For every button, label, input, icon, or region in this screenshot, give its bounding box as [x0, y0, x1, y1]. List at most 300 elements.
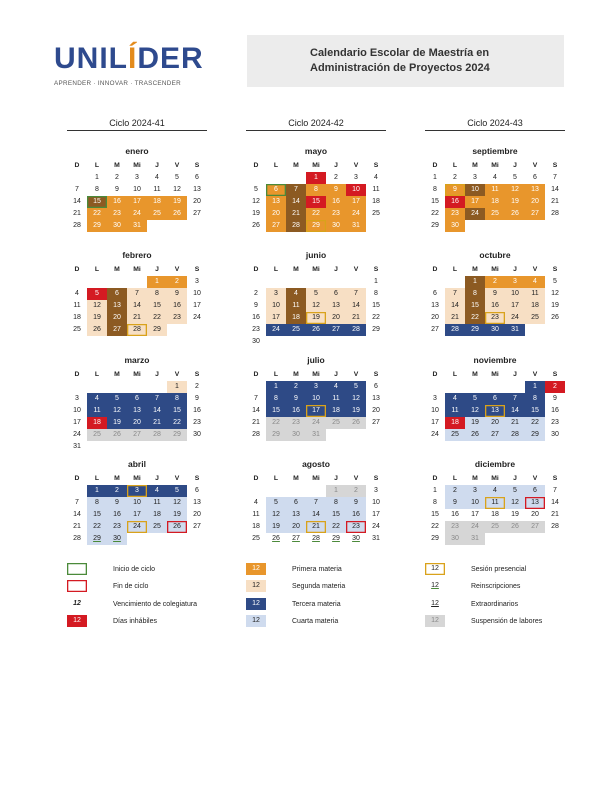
day-cell: 5: [553, 278, 557, 285]
day-cell: 20: [525, 196, 545, 208]
legend-label: Cuarta materia: [292, 617, 339, 625]
weekday-header: D: [432, 162, 438, 169]
month-enero: [67, 146, 207, 232]
empty-cell: [246, 172, 266, 184]
month-name: abril: [128, 459, 146, 469]
month-diciembre: [425, 459, 565, 545]
cycle-header-3: Ciclo 2024-43: [425, 118, 565, 131]
month-days-grid: [246, 264, 386, 348]
day-cell: 8: [326, 497, 346, 509]
day-cell: 24: [465, 208, 485, 220]
empty-cell: [425, 276, 445, 288]
day-cell: 14: [306, 509, 326, 521]
legend-swatch: 12: [431, 582, 439, 589]
empty-cell: [346, 276, 366, 288]
day-cell: 11: [153, 186, 161, 193]
day-cell: 25: [372, 210, 380, 217]
day-cell: 28: [551, 523, 559, 530]
weekday-header: L: [273, 162, 279, 169]
day-cell: 20: [107, 312, 127, 324]
day-cell: 4: [75, 290, 79, 297]
day-cell: 26: [167, 208, 187, 220]
legend-label: Fin de ciclo: [113, 582, 149, 590]
day-cell: 23: [551, 419, 559, 426]
empty-cell: [266, 485, 286, 497]
day-cell: 20: [286, 521, 306, 533]
day-cell: 8: [306, 184, 326, 196]
page-title-line1: Calendario Escolar de Maestría en: [310, 47, 490, 59]
day-cell: 5: [175, 174, 179, 181]
day-cell: 18: [147, 509, 167, 521]
day-cell: 24: [266, 324, 286, 336]
day-cell: 1: [465, 276, 485, 288]
day-cell: 30: [286, 429, 306, 441]
legend-item: [246, 580, 345, 592]
month-octubre: [425, 250, 565, 336]
day-cell: 30: [107, 220, 127, 232]
day-cell: 10: [127, 497, 147, 509]
empty-cell: [246, 276, 266, 288]
day-cell: 7: [147, 393, 167, 405]
day-cell: 3: [505, 276, 525, 288]
day-cell: 11: [525, 288, 545, 300]
day-cell: 17: [127, 196, 147, 208]
day-cell: 10: [193, 290, 201, 297]
weekday-header: V: [532, 266, 538, 273]
weekday-header: M: [114, 162, 120, 169]
day-cell: 20: [127, 417, 147, 429]
empty-cell: [266, 276, 286, 288]
day-cell: 3: [135, 174, 139, 181]
day-cell: 1: [87, 485, 107, 497]
weekday-header: S: [552, 371, 558, 378]
day-cell: 13: [525, 184, 545, 196]
day-cell: 30: [193, 431, 201, 438]
empty-cell: [286, 276, 306, 288]
month-julio: [246, 355, 386, 441]
empty-cell: [465, 381, 485, 393]
legend-item: [425, 598, 518, 610]
weekday-header: L: [273, 475, 279, 482]
day-cell: 28: [73, 222, 81, 229]
empty-cell: [485, 381, 505, 393]
day-cell: 26: [272, 535, 280, 542]
day-cell: 28: [286, 220, 306, 232]
day-cell: 20: [266, 208, 286, 220]
day-cell: 18: [147, 196, 167, 208]
day-cell: 17: [193, 302, 201, 309]
day-cell: 21: [147, 417, 167, 429]
day-cell: 6: [525, 485, 545, 497]
day-cell: 12: [465, 405, 485, 417]
month-name: marzo: [124, 355, 150, 365]
weekday-header: D: [74, 371, 80, 378]
day-cell: 28: [346, 324, 366, 336]
weekday-header: L: [94, 371, 100, 378]
day-cell: 8: [167, 393, 187, 405]
month-days-grid: [425, 473, 565, 545]
day-cell: 1: [433, 487, 437, 494]
month-days-grid: [246, 369, 386, 441]
weekday-header: L: [94, 162, 100, 169]
day-cell: 17: [465, 196, 485, 208]
day-cell: 4: [155, 174, 159, 181]
day-cell: 21: [551, 198, 559, 205]
day-cell: 12: [266, 509, 286, 521]
day-cell: 15: [372, 302, 380, 309]
month-marzo: [67, 355, 207, 453]
day-cell: 6: [195, 174, 199, 181]
day-cell: 27: [525, 521, 545, 533]
weekday-header: J: [513, 266, 517, 273]
day-cell: 28: [73, 535, 81, 542]
weekday-header: M: [472, 162, 478, 169]
day-cell: 3: [465, 485, 485, 497]
day-cell: 6: [127, 393, 147, 405]
day-cell: 18: [485, 196, 505, 208]
weekday-header: Mi: [133, 266, 141, 273]
day-cell: 11: [286, 300, 306, 312]
day-cell: 29: [87, 533, 107, 545]
weekday-header: S: [552, 266, 558, 273]
weekday-header: Mi: [133, 162, 141, 169]
month-days-grid: [246, 160, 386, 232]
day-cell: 19: [87, 312, 107, 324]
legend-swatch: [67, 580, 87, 592]
weekday-header: M: [293, 266, 299, 273]
day-cell: 14: [445, 300, 465, 312]
day-cell: 1: [525, 381, 545, 393]
weekday-header: M: [114, 371, 120, 378]
day-cell: 13: [485, 405, 505, 417]
day-cell: 25: [286, 324, 306, 336]
day-cell: 21: [445, 312, 465, 324]
day-cell: 15: [147, 300, 167, 312]
day-cell: 13: [372, 395, 380, 402]
day-cell: 30: [485, 324, 505, 336]
day-cell: 7: [306, 497, 326, 509]
weekday-header: M: [472, 371, 478, 378]
day-cell: 5: [167, 485, 187, 497]
empty-cell: [87, 276, 107, 288]
weekday-header: S: [373, 371, 379, 378]
day-cell: 25: [252, 535, 260, 542]
day-cell: 19: [505, 196, 525, 208]
day-cell: 9: [195, 395, 199, 402]
legend-swatch: 12: [246, 580, 266, 592]
day-cell: 22: [87, 208, 107, 220]
month-noviembre: [425, 355, 565, 441]
day-cell: 2: [115, 174, 119, 181]
empty-cell: [127, 276, 147, 288]
month-name: octubre: [479, 250, 511, 260]
legend-item: [67, 615, 157, 627]
day-cell: 14: [252, 407, 260, 414]
weekday-header: M: [293, 371, 299, 378]
day-cell: 15: [431, 198, 439, 205]
weekday-header: D: [253, 162, 259, 169]
day-cell: 5: [465, 393, 485, 405]
month-mayo: [246, 146, 386, 232]
day-cell: 20: [531, 511, 539, 518]
month-days-grid: [67, 369, 207, 453]
weekday-header: L: [452, 371, 458, 378]
day-cell: 27: [107, 324, 127, 336]
day-cell: 6: [326, 288, 346, 300]
day-cell: 23: [167, 312, 187, 324]
weekday-header: M: [114, 475, 120, 482]
day-cell: 13: [266, 196, 286, 208]
day-cell: 3: [433, 395, 437, 402]
day-cell: 21: [346, 312, 366, 324]
day-cell: 25: [147, 521, 167, 533]
day-cell: 13: [127, 405, 147, 417]
empty-cell: [67, 381, 87, 393]
day-cell: 2: [346, 485, 366, 497]
day-cell: 25: [147, 208, 167, 220]
day-cell: 27: [266, 220, 286, 232]
day-cell: 10: [346, 184, 366, 196]
month-name: noviembre: [473, 355, 517, 365]
day-cell: 24: [505, 312, 525, 324]
day-cell: 3: [75, 395, 79, 402]
empty-cell: [445, 276, 465, 288]
weekday-header: M: [114, 266, 120, 273]
day-cell: 28: [252, 431, 260, 438]
day-cell: 23: [445, 208, 465, 220]
day-cell: 10: [73, 407, 81, 414]
day-cell: 11: [73, 302, 81, 309]
empty-cell: [286, 485, 306, 497]
day-cell: 30: [551, 431, 559, 438]
day-cell: 23: [445, 521, 465, 533]
day-cell: 15: [306, 196, 326, 208]
day-cell: 22: [372, 314, 380, 321]
day-cell: 10: [372, 499, 380, 506]
empty-cell: [306, 485, 326, 497]
day-cell: 9: [445, 497, 465, 509]
empty-cell: [67, 485, 87, 497]
day-cell: 7: [445, 288, 465, 300]
month-febrero: [67, 250, 207, 336]
day-cell: 28: [312, 535, 320, 542]
weekday-header: J: [155, 266, 159, 273]
weekday-header: V: [353, 162, 359, 169]
month-days-grid: [425, 369, 565, 441]
day-cell: 22: [431, 523, 439, 530]
day-cell: 17: [471, 511, 479, 518]
empty-cell: [127, 381, 147, 393]
day-cell: 29: [332, 535, 340, 542]
weekday-header: J: [334, 475, 338, 482]
day-cell: 19: [266, 521, 286, 533]
day-cell: 23: [193, 419, 201, 426]
day-cell: 4: [147, 485, 167, 497]
day-cell: 4: [374, 174, 378, 181]
weekday-header: V: [532, 371, 538, 378]
day-cell: 9: [107, 497, 127, 509]
day-cell: 29: [87, 220, 107, 232]
day-cell: 22: [167, 417, 187, 429]
weekday-header: J: [334, 266, 338, 273]
day-cell: 8: [525, 393, 545, 405]
day-cell: 27: [431, 326, 439, 333]
weekday-header: L: [452, 162, 458, 169]
day-cell: 30: [445, 533, 465, 545]
day-cell: 31: [306, 429, 326, 441]
month-name: junio: [305, 250, 327, 260]
day-cell: 19: [551, 302, 559, 309]
day-cell: 16: [167, 300, 187, 312]
legend-label: Días inhábiles: [113, 617, 157, 625]
weekday-header: L: [94, 475, 100, 482]
weekday-header: Mi: [133, 371, 141, 378]
weekday-header: D: [253, 371, 259, 378]
day-cell: 8: [147, 288, 167, 300]
day-cell: 24: [372, 523, 380, 530]
day-cell: 2: [167, 276, 187, 288]
day-cell: 4: [493, 174, 497, 181]
day-cell: 11: [87, 405, 107, 417]
weekday-header: J: [155, 162, 159, 169]
legend-item: [246, 598, 341, 610]
logo: [54, 44, 204, 87]
day-cell: 2: [334, 174, 338, 181]
day-cell: 9: [553, 395, 557, 402]
empty-cell: [87, 381, 107, 393]
month-name: diciembre: [474, 459, 516, 469]
day-cell: 2: [445, 485, 465, 497]
day-cell: 3: [354, 174, 358, 181]
day-cell: 4: [254, 499, 258, 506]
day-cell: 15: [266, 405, 286, 417]
legend-label: Primera materia: [292, 565, 342, 573]
day-cell: 9: [326, 184, 346, 196]
day-cell: 27: [127, 429, 147, 441]
day-cell: 26: [551, 314, 559, 321]
day-cell: 7: [553, 174, 557, 181]
day-cell: 31: [346, 220, 366, 232]
day-cell: 12: [306, 300, 326, 312]
day-cell: 31: [127, 220, 147, 232]
day-cell: 17: [346, 196, 366, 208]
weekday-header: Mi: [491, 371, 499, 378]
day-cell: 7: [127, 288, 147, 300]
weekday-header: D: [74, 475, 80, 482]
day-cell: 5: [107, 393, 127, 405]
weekday-header: J: [155, 475, 159, 482]
month-name: febrero: [122, 250, 152, 260]
legend-swatch: 12: [246, 615, 266, 627]
day-cell: 6: [374, 383, 378, 390]
day-cell: 16: [451, 511, 459, 518]
day-cell: 22: [87, 521, 107, 533]
day-cell: 3: [374, 487, 378, 494]
day-cell: 22: [525, 417, 545, 429]
weekday-header: Mi: [491, 162, 499, 169]
month-days-grid: [425, 264, 565, 336]
weekday-header: V: [353, 371, 359, 378]
legend-item: [425, 615, 542, 627]
empty-cell: [67, 172, 87, 184]
day-cell: 21: [551, 511, 559, 518]
day-cell: 12: [167, 497, 187, 509]
legend-item: [67, 563, 155, 575]
month-name: julio: [307, 355, 325, 365]
month-name: septiembre: [472, 146, 518, 156]
weekday-header: M: [293, 162, 299, 169]
day-cell: 13: [431, 302, 439, 309]
day-cell: 15: [465, 300, 485, 312]
day-cell: 25: [525, 312, 545, 324]
day-cell: 17: [372, 511, 380, 518]
day-cell: 6: [533, 174, 537, 181]
day-cell: 4: [525, 276, 545, 288]
weekday-header: J: [334, 162, 338, 169]
legend-label: Sesión presencial: [471, 565, 527, 573]
day-cell: 7: [75, 186, 79, 193]
legend-label: Vencimiento de colegiatura: [113, 600, 198, 608]
day-cell: 17: [266, 312, 286, 324]
weekday-header: S: [552, 475, 558, 482]
day-cell: 2: [453, 174, 457, 181]
day-cell: 26: [346, 417, 366, 429]
day-cell: 24: [465, 521, 485, 533]
legend-swatch: 12: [246, 563, 266, 575]
day-cell: 23: [286, 417, 306, 429]
day-cell: 17: [127, 509, 147, 521]
day-cell: 13: [525, 497, 545, 509]
day-cell: 6: [195, 487, 199, 494]
month-days-grid: [67, 160, 207, 232]
legend-label: Extraordinarios: [471, 600, 519, 608]
day-cell: 1: [326, 485, 346, 497]
day-cell: 29: [372, 326, 380, 333]
weekday-header: Mi: [491, 266, 499, 273]
day-cell: 24: [193, 314, 201, 321]
day-cell: 2: [286, 381, 306, 393]
day-cell: 31: [372, 535, 380, 542]
day-cell: 3: [266, 288, 286, 300]
day-cell: 27: [193, 210, 201, 217]
day-cell: 16: [485, 300, 505, 312]
weekday-header: Mi: [312, 266, 320, 273]
day-cell: 7: [346, 288, 366, 300]
day-cell: 10: [306, 393, 326, 405]
month-junio: [246, 250, 386, 348]
day-cell: 9: [485, 288, 505, 300]
weekday-header: V: [174, 475, 180, 482]
day-cell: 11: [485, 184, 505, 196]
day-cell: 4: [485, 485, 505, 497]
month-septiembre: [425, 146, 565, 232]
day-cell: 23: [346, 521, 366, 533]
weekday-header: V: [353, 475, 359, 482]
day-cell: 14: [551, 186, 559, 193]
weekday-header: S: [373, 266, 379, 273]
day-cell: 26: [505, 208, 525, 220]
empty-cell: [286, 172, 306, 184]
day-cell: 8: [95, 186, 99, 193]
day-cell: 2: [107, 485, 127, 497]
day-cell: 14: [73, 198, 81, 205]
weekday-header: V: [174, 162, 180, 169]
day-cell: 16: [252, 314, 260, 321]
day-cell: 10: [465, 497, 485, 509]
day-cell: 24: [127, 521, 147, 533]
day-cell: 9: [254, 302, 258, 309]
day-cell: 28: [505, 429, 525, 441]
